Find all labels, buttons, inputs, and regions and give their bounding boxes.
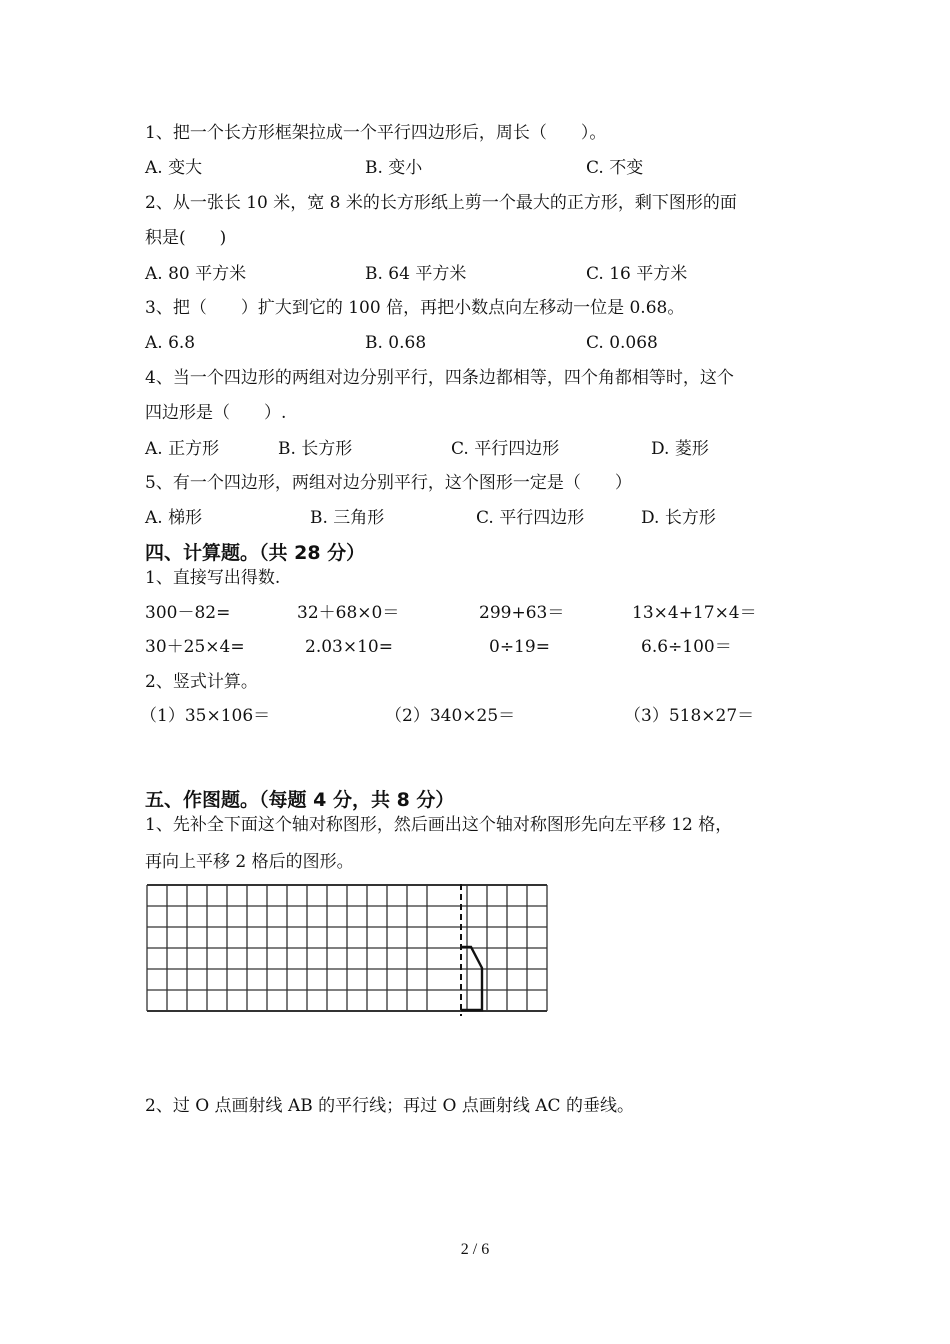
calc-item: 30＋25×4= (145, 637, 245, 657)
section-5-question-1-line-2: 再向上平移 2 格后的图形。 (145, 852, 354, 872)
question-4-option-c: C. 平行四边形 (451, 439, 560, 459)
calc-item: 13×4+17×4＝ (632, 603, 757, 623)
section-4-question-1: 1、直接写出得数. (145, 568, 281, 588)
section-5-question-1-line-1: 1、先补全下面这个轴对称图形，然后画出这个轴对称图形先向左平移 12 格， (145, 815, 733, 835)
question-4-option-a: A. 正方形 (145, 439, 220, 459)
page-number: 2 / 6 (460, 1241, 490, 1258)
question-2-option-c: C. 16 平方米 (586, 264, 688, 284)
question-2-stem: 2、从一张长 10 米，宽 8 米的长方形纸上剪一个最大的正方形，剩下图形的面 (145, 193, 737, 213)
vertical-calc-item: （2）340×25＝ (385, 706, 516, 726)
calc-item: 300－82= (145, 603, 231, 623)
question-2-option-b: B. 64 平方米 (365, 264, 467, 284)
question-3-stem: 3、把（ ）扩大到它的 100 倍，再把小数点向左移动一位是 0.68。 (145, 298, 685, 318)
question-5-option-c: C. 平行四边形 (476, 508, 585, 528)
question-4-option-b: B. 长方形 (278, 439, 353, 459)
vertical-calc-item: （1）35×106＝ (140, 706, 271, 726)
question-4-stem-continued: 四边形是（ ）. (145, 403, 287, 423)
question-1-option-b: B. 变小 (365, 158, 423, 178)
half-shape (461, 947, 482, 1010)
calc-item: 6.6÷100＝ (641, 637, 732, 657)
question-2-stem-continued: 积是( ) (145, 228, 227, 248)
question-5-stem: 5、有一个四边形，两组对边分别平行，这个图形一定是（ ） (145, 473, 632, 493)
question-3-option-b: B. 0.68 (365, 333, 427, 353)
question-3-option-c: C. 0.068 (586, 333, 658, 353)
calc-item: 299+63＝ (479, 603, 565, 623)
question-1-stem: 1、把一个长方形框架拉成一个平行四边形后，周长（ ）。 (145, 123, 607, 143)
section-5-title: 五、作图题。（每题 4 分，共 8 分） (145, 789, 455, 811)
section-4-title: 四、计算题。（共 28 分） (145, 542, 366, 564)
vertical-calc-item: （3）518×27＝ (624, 706, 755, 726)
question-4-stem: 4、当一个四边形的两组对边分别平行，四条边都相等，四个角都相等时，这个 (145, 368, 734, 388)
question-3-option-a: A. 6.8 (145, 333, 196, 353)
calc-item: 32＋68×0＝ (297, 603, 400, 623)
calc-item: 2.03×10= (305, 637, 393, 657)
question-1-option-c: C. 不变 (586, 158, 644, 178)
symmetry-grid (146, 884, 548, 1016)
section-5-question-2: 2、过 O 点画射线 AB 的平行线；再过 O 点画射线 AC 的垂线。 (145, 1096, 634, 1116)
question-4-option-d: D. 菱形 (651, 439, 709, 459)
question-5-option-d: D. 长方形 (641, 508, 716, 528)
question-5-option-a: A. 梯形 (145, 508, 203, 528)
section-4-question-2: 2、竖式计算。 (145, 672, 258, 692)
question-2-option-a: A. 80 平方米 (145, 264, 247, 284)
question-5-option-b: B. 三角形 (310, 508, 385, 528)
calc-item: 0÷19= (489, 637, 550, 657)
question-1-option-a: A. 变大 (145, 158, 203, 178)
